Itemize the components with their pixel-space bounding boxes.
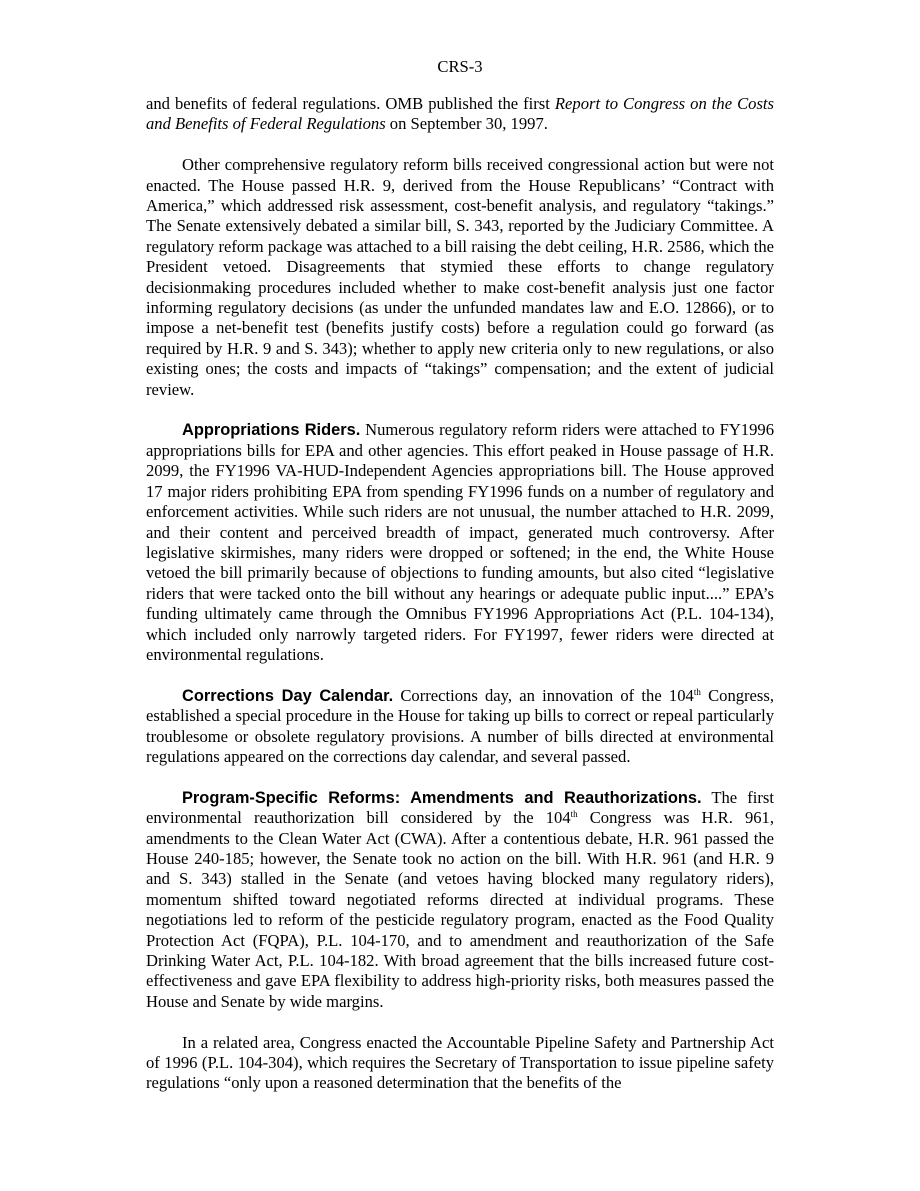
paragraph-corrections-day [146,686,774,768]
document-body [146,94,774,1114]
paragraph-text: and benefits of federal regulations. OMB published the first [146,94,555,113]
report-title: Report to Congress on the Costs and Benefits of Federal Regulations [146,94,774,134]
section-heading-appropriations-riders: Appropriations Riders. [182,421,361,440]
paragraph-appropriations-riders [146,420,774,665]
paragraph-text: Congress, established a special procedure in the House for taking up bills to correct or repeal particularly troublesome or obsolete regulatory provisions. A number of bills directed at environmental regulations appeared on the corrections day calendar, and several passed. [146,685,774,766]
paragraph-text: Corrections day, an innovation of the 104 [393,685,694,705]
page-number: CRS-3 [437,57,483,76]
section-heading-program-specific-reforms: Program-Specific Reforms: Amendments and Reauthorizations. [182,788,702,807]
ordinal-superscript: th [570,809,578,820]
paragraph-text: Numerous regulatory reform riders were attached to FY1996 appropriations bills for EPA and other agencies. This effort peaked in House passage of H.R. 2099, the FY1996 VA-HUD-Independent Agencies appropriations bill. The House approved 17 major riders prohibiting EPA from spending FY1996 funds on a number of regulatory and enforcement activities. While such riders are not unusual, the number attached to H.R. 2099, and their content and perceived breadth of impact, generated much controversy. After legislative skirmishes, many riders were dropped or softened; in the end, the White House vetoed the bill primarily because of objections to funding amounts, but also cited “legislative riders that were tacked onto the bill without any hearings or adequate public input....” EPA’s funding ultimately came through the Omnibus FY1996 Appropriations Act (P.L. 104-134), which included only narrowly targeted riders. For FY1997, fewer riders were directed at environmental regulations. [146,420,774,664]
paragraph-text: on September 30, 1997. [385,114,548,134]
ordinal-superscript: th [693,686,701,697]
section-heading-corrections-day: Corrections Day Calendar. [182,686,394,705]
paragraph-pipeline-safety: In a related area, Congress enacted the Accountable Pipeline Safety and Partnership Act of 1996 (P.L. 104-304), which requires the Secretary of Transportation to issue pipeline safety regulations “only upon a reasoned determination that the benefits of the [146,1032,774,1093]
paragraph-omb-report [146,94,774,135]
paragraph-text: The first environmental reauthorization bill considered by the 104 [146,787,774,828]
paragraph-text: Congress was H.R. 961, amendments to the Clean Water Act (CWA). After a contentious debate, H.R. 961 passed the House 240-185; however, the Senate took no action on the bill. With H.R. 961 (and H.R. 9 and S. 343) stalled in the Senate (and vetoes having blocked many regulatory riders), momentum shifted toward negotiated reforms directed at individual programs. These negotiations led to reform of the pesticide regulatory program, enacted as the Food Quality Protection Act (FQPA), P.L. 104-170, and to amendment and reauthorization of the Safe Drinking Water Act, P.L. 104-182. With broad agreement that the bills increased future cost-effectiveness and gave EPA flexibility to address high-priority risks, both measures passed the House and Senate by wide margins. [146,808,774,1011]
paragraph-program-specific-reforms [146,788,774,1012]
paragraph-regulatory-reform-bills: Other comprehensive regulatory reform bills received congressional action but were not enacted. The House passed H.R. 9, derived from the House Republicans’ “Contract with America,” which addressed risk assessment, cost-benefit analysis, and regulatory “takings.” The Senate extensively debated a similar bill, S. 343, reported by the Judiciary Committee. A regulatory reform package was attached to a bill raising the debt ceiling, H.R. 2586, which the President vetoed. Disagreements that stymied these efforts to change regulatory decisionmaking procedures included whether to make cost-benefit analysis just one factor informing regulatory decisions (as under the unfunded mandates law and E.O. 12866), or to impose a net-benefit test (benefits justify costs) before a regulation could go forward (as required by H.R. 9 and S. 343); whether to apply new criteria only to new regulations, or also existing ones; the costs and impacts of “takings” compensation; and the extent of judicial review. [146,155,774,399]
